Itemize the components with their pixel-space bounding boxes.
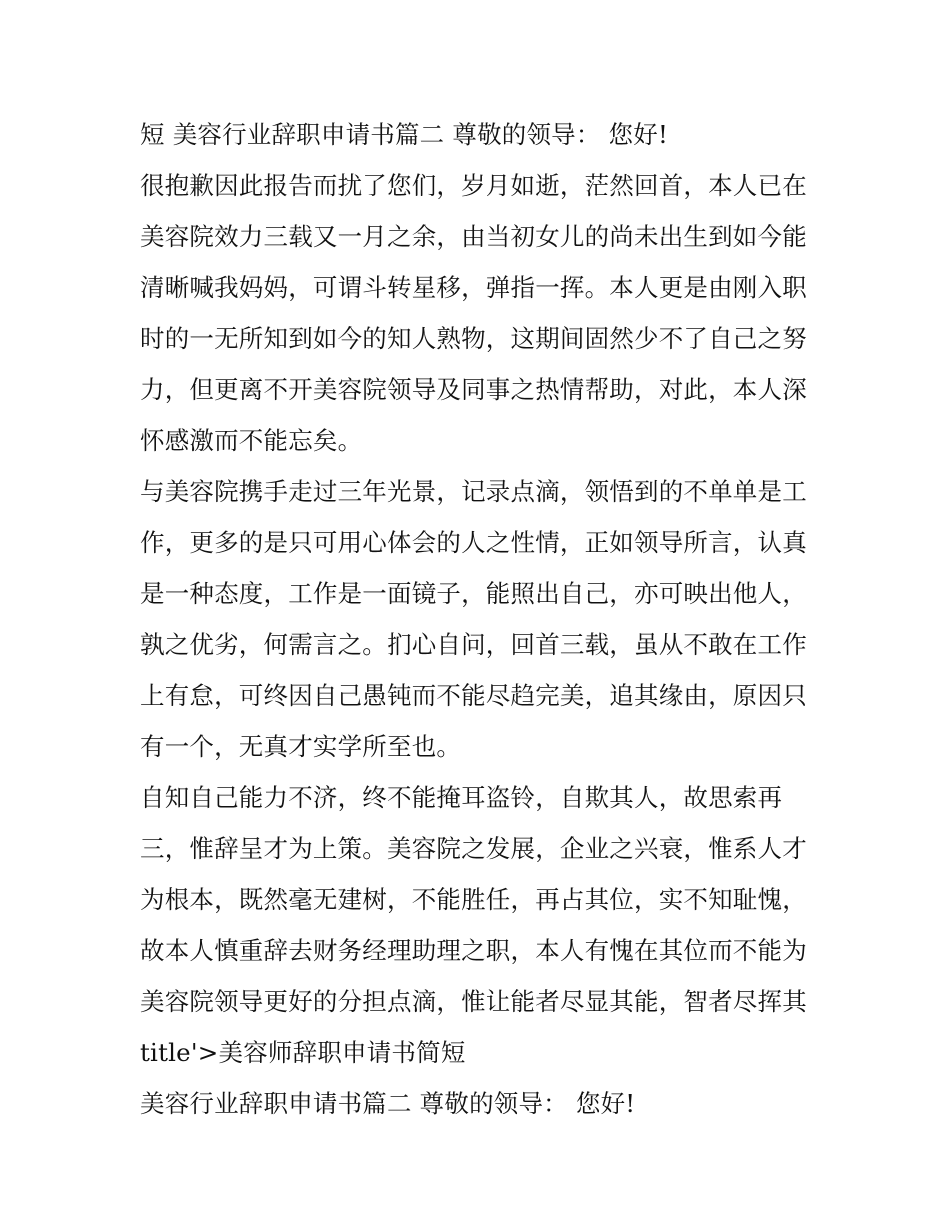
text-line: 故本人慎重辞去财务经理助理之职，本人有愧在其位而不能为: [140, 936, 807, 965]
text-line: 是一种态度，工作是一面镜子，能照出自己，亦可映出他人，: [140, 579, 807, 608]
text-line: 时的一无所知到如今的知人熟物，这期间固然少不了自己之努: [140, 324, 807, 353]
document-body: [140, 109, 820, 1129]
text-line: 孰之优劣，何需言之。扪心自问，回首三载，虽从不敢在工作: [140, 630, 807, 659]
text-line: 有一个，无真才实学所至也。: [140, 732, 462, 761]
text-line: 三，惟辞呈才为上策。美容院之发展，企业之兴衰，惟系人才: [140, 834, 807, 863]
text-line: 美容院效力三载又一月之余，由当初女儿的尚未出生到如今能: [140, 222, 807, 251]
text-line: 自知自己能力不济，终不能掩耳盗铃，自欺其人，故思索再: [140, 783, 783, 812]
text-line: 与美容院携手走过三年光景，记录点滴，领悟到的不单单是工: [140, 477, 807, 506]
text-line: 清晰喊我妈妈，可谓斗转星移，弹指一挥。本人更是由刚入职: [140, 273, 807, 302]
text-line: 美容院领导更好的分担点滴，惟让能者尽显其能，智者尽挥其: [140, 987, 807, 1016]
text-line: 为根本，既然毫无建树，不能胜任，再占其位，实不知耻愧，: [140, 885, 807, 914]
text-line: 怀感激而不能忘矣。: [140, 426, 363, 455]
text-line: 力，但更离不开美容院领导及同事之热情帮助，对此，本人深: [140, 375, 807, 404]
text-line: 作，更多的是只可用心体会的人之性情，正如领导所言，认真: [140, 528, 807, 557]
text-line: 美容行业辞职申请书篇二 尊敬的领导： 您好!: [140, 1089, 636, 1118]
text-line: 上有怠，可终因自己愚钝而不能尽趋完美，追其缘由，原因只: [140, 681, 807, 710]
text-line: 很抱歉因此报告而扰了您们，岁月如逝，茫然回首，本人已在: [140, 171, 807, 200]
text-line: title'>美容师辞职申请书简短: [140, 1038, 466, 1067]
text-line: 短 美容行业辞职申请书篇二 尊敬的领导： 您好!: [140, 120, 669, 149]
